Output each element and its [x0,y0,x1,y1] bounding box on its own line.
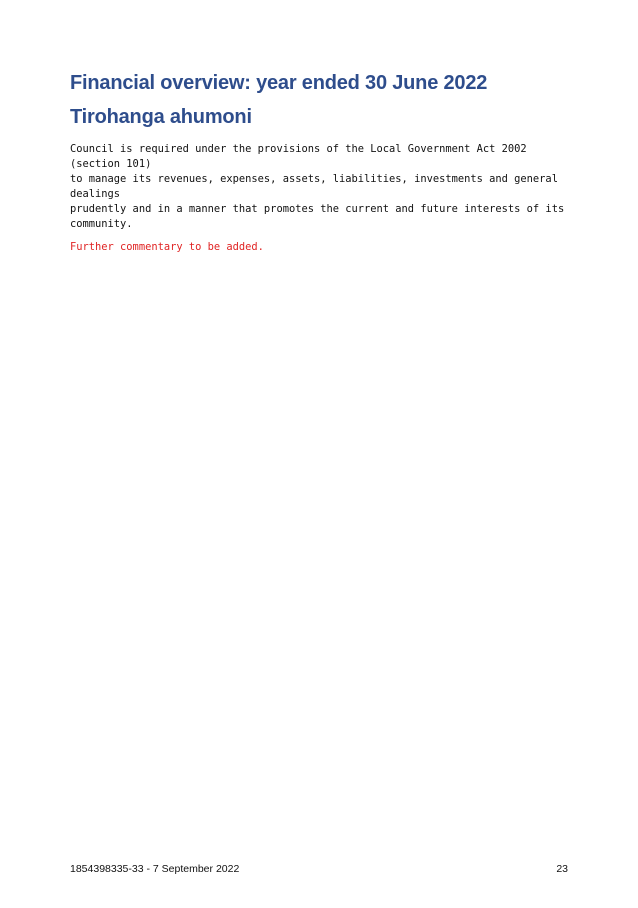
page-title: Financial overview: year ended 30 June 2022 [70,72,488,94]
body-line: prudently and in a manner that promotes the current and future interests of its [70,203,565,215]
body-line: Council is required under the provisions of the Local Government Act 2002 (section 101) [70,143,527,170]
commentary-note: Further commentary to be added. [70,241,264,253]
footer-reference: 1854398335-33 - 7 September 2022 [70,863,240,875]
page-content [70,68,570,255]
body-paragraph [70,142,570,232]
page-subtitle: Tirohanga ahumoni [70,106,252,128]
page-footer [70,863,568,879]
body-line: to manage its revenues, expenses, assets, liabilities, investments and general dealings [70,173,558,200]
page-number: 23 [556,863,568,875]
body-line: community. [70,218,133,230]
